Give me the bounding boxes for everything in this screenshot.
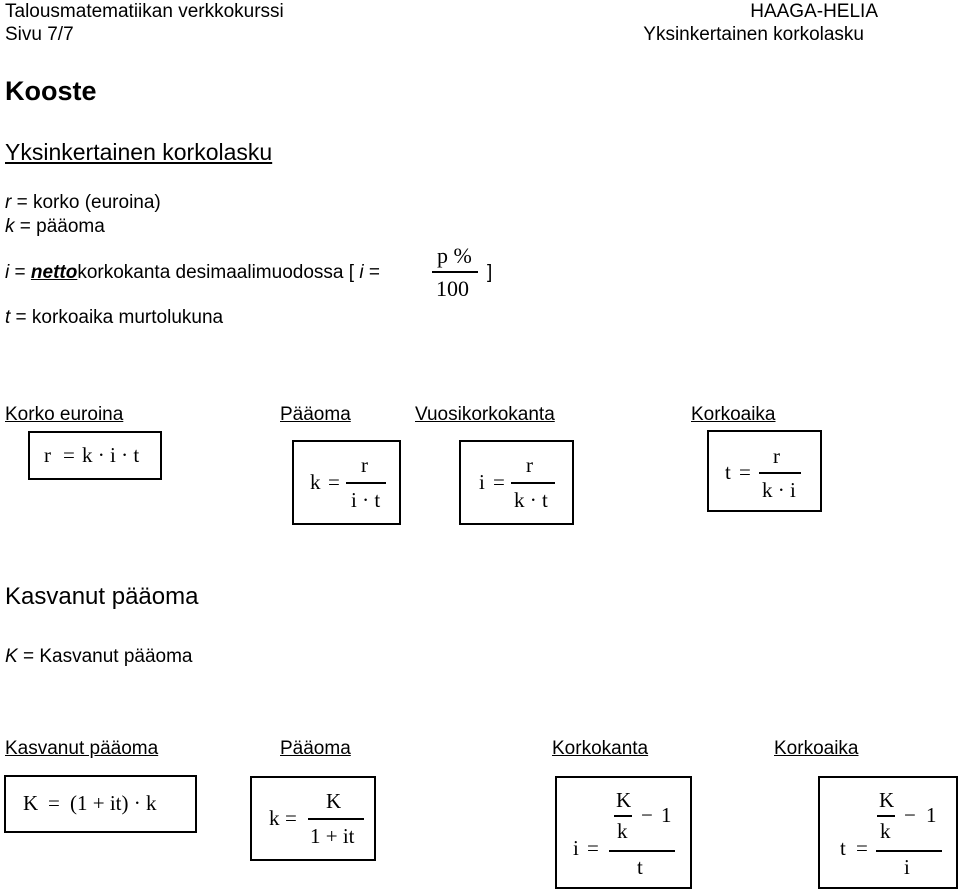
def-i-close: ] (487, 262, 493, 283)
heading-korko-euroina: Korko euroina (5, 404, 124, 425)
formula-t-lhs: t (725, 460, 731, 484)
heading-vuosikorkokanta: Vuosikorkokanta (415, 404, 555, 425)
pct-numerator: p % (437, 243, 472, 268)
formula-i-bar (511, 482, 555, 484)
formula-k2-bar (308, 818, 364, 820)
formula-i2-inner-den: k (617, 819, 628, 843)
def-i: i = nettokorkokanta desimaalimuodossa [ i = (5, 262, 380, 283)
heading-kasvanut-paaoma: Kasvanut pääoma (5, 738, 159, 759)
formula-k-box (292, 440, 401, 525)
heading-korkoaika: Korkoaika (691, 404, 776, 425)
formula-K-lhs: K (23, 791, 39, 815)
course-title: Talousmatematiikan verkkokurssi (5, 1, 284, 22)
formula-k-bar (346, 482, 386, 484)
formula-t-bar (759, 472, 801, 474)
formula-k-den: i · t (351, 488, 381, 512)
formula-t-box (707, 430, 822, 512)
formula-k-eq: = (328, 470, 340, 494)
heading-paaoma: Pääoma (280, 404, 351, 425)
formula-K-rhs: (1 + it) · k (70, 791, 157, 815)
formula-k2-lhs: k (269, 806, 280, 830)
formula-i-lhs: i (479, 470, 485, 494)
summary-title: Kooste (5, 76, 97, 106)
formula-t2-eq: = (856, 836, 868, 860)
formula-k2-den: 1 + it (310, 824, 355, 848)
def-r: r = korko (euroina) (5, 192, 161, 213)
institution-name: HAAGA-HELIA (750, 1, 878, 22)
kasvanut-title: Kasvanut pääoma (5, 583, 199, 610)
formula-K-box (4, 775, 197, 833)
header-topic: Yksinkertainen korkolasku (643, 24, 864, 45)
formula-t-num: r (773, 444, 780, 468)
formula-r-eq: = (63, 443, 75, 467)
def-k: k = pääoma (5, 216, 105, 237)
formula-i2-inner-bar (614, 815, 632, 817)
formula-k2-num: K (326, 789, 342, 813)
def-t: t = korkoaika murtolukuna (5, 307, 224, 328)
formula-r-lhs: r (44, 443, 51, 467)
formula-i2-eq: = (587, 836, 599, 860)
summary-subtitle: Yksinkertainen korkolasku (5, 139, 273, 165)
formula-i2-box (555, 776, 692, 889)
formula-i2-lhs: i (573, 836, 579, 860)
formula-i2-one: 1 (661, 803, 672, 827)
formula-t-eq: = (739, 460, 751, 484)
formula-i-box (459, 440, 574, 525)
heading-korkokanta: Korkokanta (552, 738, 649, 759)
formula-t2-lhs: t (840, 836, 846, 860)
formula-i2-den: t (637, 855, 643, 879)
formula-k2-eq: = (285, 806, 297, 830)
formula-i-num: r (526, 453, 533, 477)
formula-i2-bar (609, 850, 675, 852)
formula-t2-box (818, 776, 958, 889)
formula-t2-inner-den: k (880, 819, 891, 843)
formula-i2-inner-num: K (616, 788, 632, 812)
formula-t2-minus: − (904, 803, 916, 827)
formula-i-eq: = (493, 470, 505, 494)
formula-i2-minus: − (641, 803, 653, 827)
formula-i-den: k · t (514, 488, 548, 512)
formula-k-num: r (361, 453, 368, 477)
formula-k-lhs: k (310, 470, 321, 494)
formula-r-rhs: k · i · t (82, 443, 140, 467)
heading-korkoaika-2: Korkoaika (774, 738, 859, 759)
formula-t2-inner-bar (877, 815, 895, 817)
formula-t2-bar (876, 850, 942, 852)
formula-t2-den: i (904, 855, 910, 879)
heading-paaoma-2: Pääoma (280, 738, 351, 759)
formula-k2-box (250, 776, 376, 861)
formula-t-den: k · i (762, 478, 796, 502)
formula-r-box (28, 431, 162, 480)
formula-K-eq: = (48, 791, 60, 815)
pct-fraction-bar (432, 271, 478, 273)
def-K: K = Kasvanut pääoma (5, 646, 193, 667)
page-number: Sivu 7/7 (5, 24, 74, 45)
formula-t2-inner-num: K (879, 788, 895, 812)
pct-denominator: 100 (436, 276, 469, 301)
formula-t2-one: 1 (926, 803, 937, 827)
